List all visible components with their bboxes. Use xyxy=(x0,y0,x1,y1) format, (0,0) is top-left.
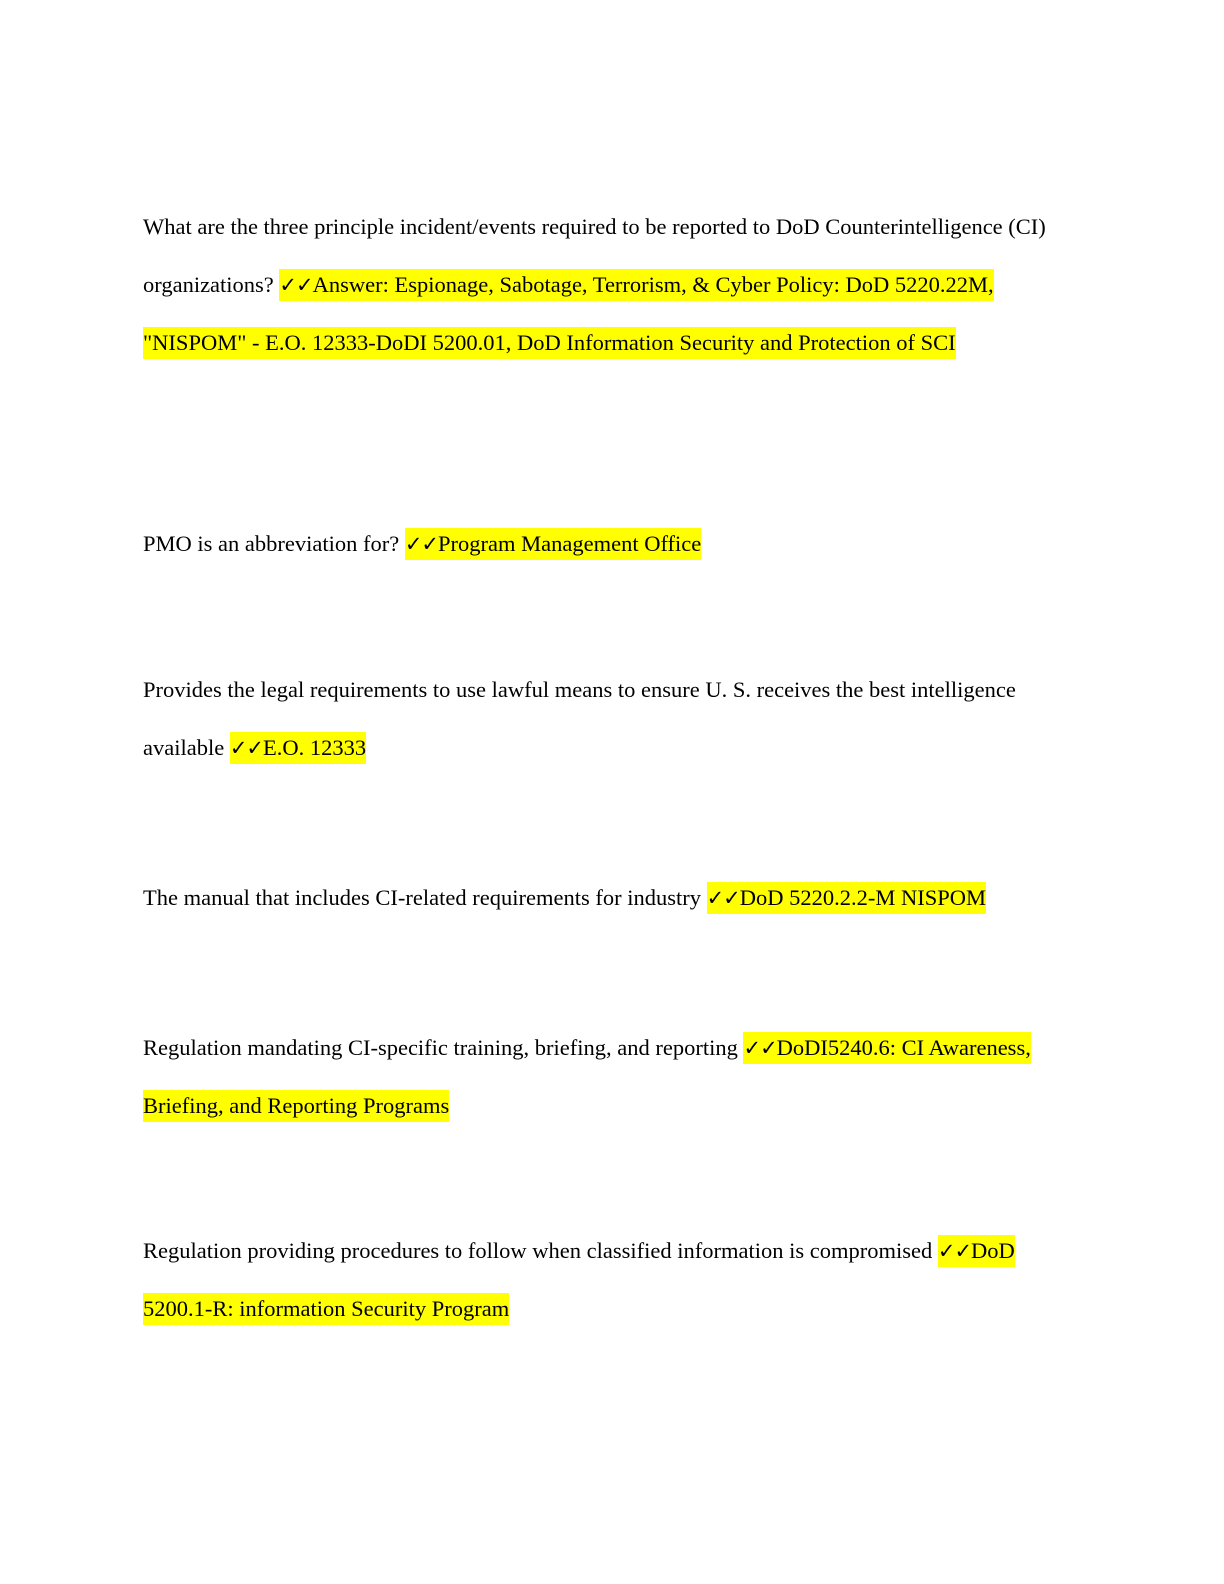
answer-text: E.O. 12333 xyxy=(263,735,367,760)
answer-highlight xyxy=(707,882,986,914)
double-check-icon: ✓✓ xyxy=(937,1239,972,1263)
question-text: Provides the legal requirements to use lawful means to ensure U. S. receives the best intelligence available xyxy=(143,677,1016,760)
question-text: Regulation providing procedures to follow when classified information is compromised xyxy=(143,1238,933,1263)
qa-item xyxy=(143,198,1078,372)
double-check-icon: ✓✓ xyxy=(229,736,264,760)
qa-item xyxy=(143,869,1078,927)
answer-text: DoD 5220.2.2-M NISPOM xyxy=(739,885,987,910)
answer-highlight xyxy=(230,732,366,764)
double-check-icon: ✓✓ xyxy=(404,532,439,556)
question-text: PMO is an abbreviation for? xyxy=(143,531,400,556)
answer-highlight xyxy=(405,528,701,560)
double-check-icon: ✓✓ xyxy=(743,1036,777,1060)
answer-text: Program Management Office xyxy=(438,531,702,556)
question-text: The manual that includes CI-related requirements for industry xyxy=(143,885,701,910)
qa-item xyxy=(143,661,1078,777)
double-check-icon: ✓✓ xyxy=(706,886,740,910)
answer-text: DoDI5240.6: CI Awareness, Briefing, and Reporting Programs xyxy=(143,1035,1031,1118)
question-text: What are the three principle incident/events required to be reported to DoD Counterintelligence (CI) organizations? xyxy=(143,214,1046,297)
question-text: Regulation mandating CI-specific training, briefing, and reporting xyxy=(143,1035,738,1060)
qa-item xyxy=(143,1222,1078,1338)
answer-text: DoD 5200.1-R: information Security Program xyxy=(143,1238,1015,1321)
qa-item xyxy=(143,515,1078,573)
answer-text: Answer: Espionage, Sabotage, Terrorism, & Cyber Policy: DoD 5220.22M, "NISPOM" - E.O. 12333-DoDI 5200.01, DoD Information Security and Protection of SCI xyxy=(143,272,994,355)
double-check-icon: ✓✓ xyxy=(279,273,313,297)
qa-item xyxy=(143,1019,1078,1135)
